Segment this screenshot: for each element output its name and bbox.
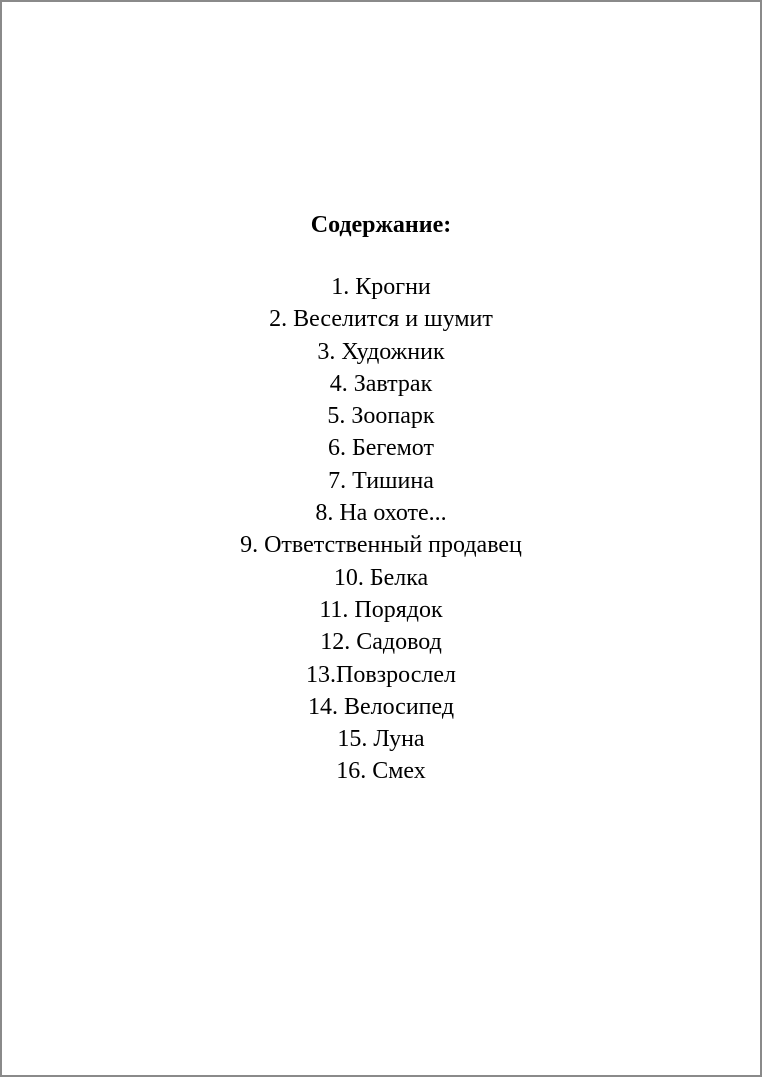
toc-list <box>2 271 760 788</box>
toc-item: 16. Смех <box>336 758 426 785</box>
toc-item: 6. Бегемот <box>328 435 434 462</box>
toc-item: 14. Велосипед <box>307 693 455 720</box>
toc-item: 7. Тишина <box>328 467 434 494</box>
toc-item: 5. Зоопарк <box>327 403 435 430</box>
toc-item: 15. Луна <box>337 726 425 753</box>
toc-item: 9. Ответственный продавец <box>240 532 522 559</box>
toc-item: 10. Белка <box>333 564 429 591</box>
toc-item: 1. Крогни <box>331 274 431 300</box>
toc-item: 12. Садовод <box>320 629 442 656</box>
toc-item: 4. Завтрак <box>329 370 433 397</box>
toc-item: 11. Порядок <box>319 596 443 623</box>
toc-item: 3. Художник <box>317 338 445 365</box>
toc-item: 8. На охоте... <box>315 500 447 527</box>
toc-item: 2. Веселится и шумит <box>269 306 493 333</box>
toc-title: Содержание: <box>310 212 452 238</box>
toc-item: 13.Повзрослел <box>306 661 456 688</box>
